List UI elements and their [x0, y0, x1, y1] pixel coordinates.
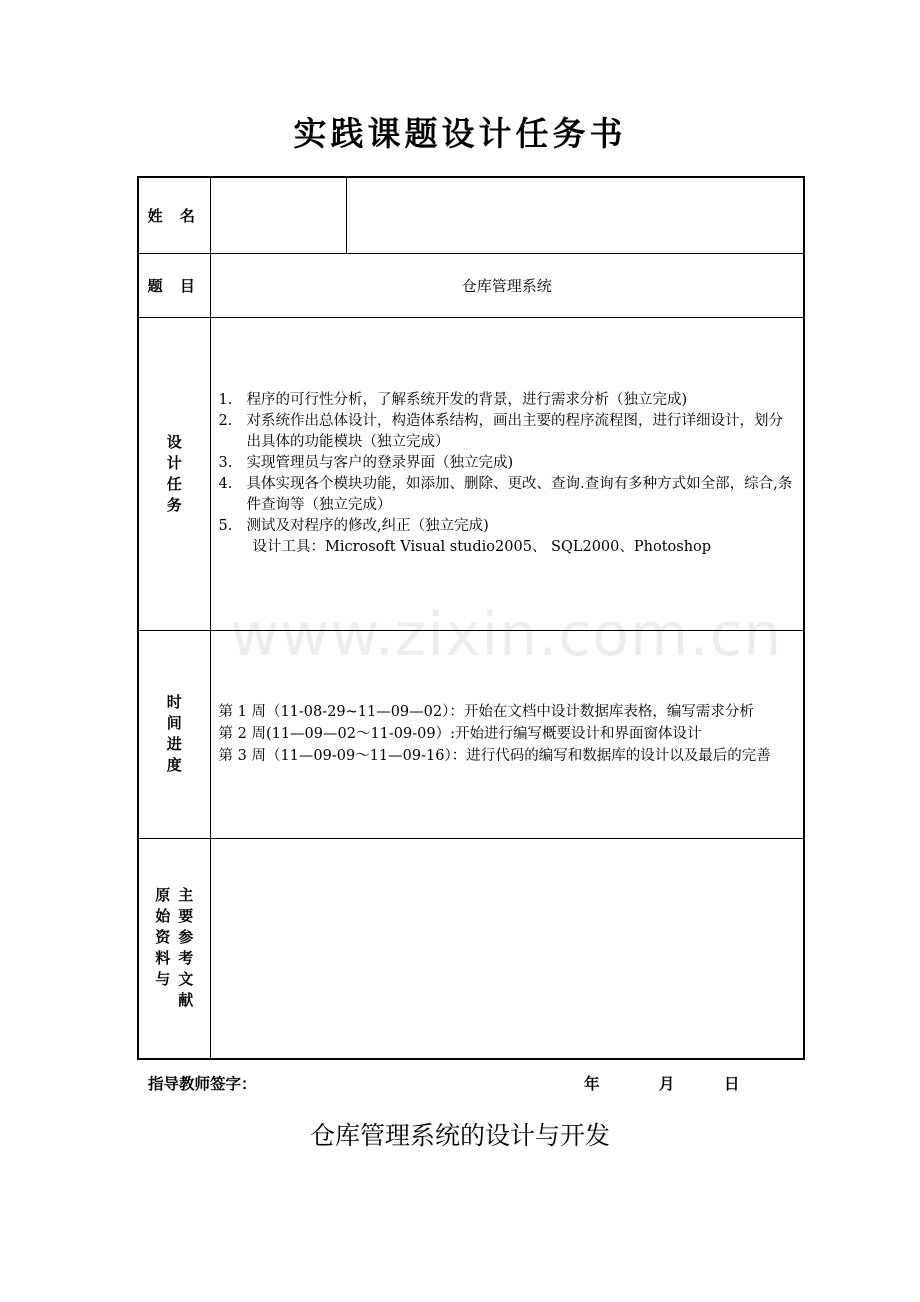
- design-task-label-text: [139, 432, 210, 516]
- design-task-row: [138, 317, 804, 630]
- tools-line: 设计工具：Microsoft Visual studio2005、 SQL2000、Photoshop: [252, 538, 712, 555]
- task-item: [219, 390, 798, 411]
- task-text: 测试及对程序的修改,纠正（独立完成): [246, 517, 489, 534]
- task-item: [219, 411, 798, 453]
- references-label-char: 文: [178, 970, 194, 989]
- task-text: 实现管理员与客户的登录界面（独立完成): [246, 454, 514, 471]
- references-label-char: 参: [178, 928, 194, 947]
- topic-label: 题 目: [138, 253, 210, 317]
- references-label-char: 考: [178, 949, 194, 968]
- design-task-label-char: 设: [166, 432, 182, 451]
- schedule-content: [210, 630, 804, 838]
- name-row: [138, 177, 804, 253]
- design-task-content: [210, 317, 804, 630]
- task-item: [219, 474, 798, 516]
- references-label-char: 主: [178, 886, 194, 905]
- references-row: [138, 838, 804, 1059]
- schedule-label-char: 度: [166, 756, 182, 774]
- schedule-item: 第 1 周（11-08-29~11—09—02）：开始在文档中设计数据库表格，编写需求分析: [218, 704, 754, 720]
- task-number: 1.: [218, 391, 233, 408]
- date-month: 月: [659, 1075, 675, 1093]
- document-title: 仓库管理系统的设计与开发: [309, 1121, 610, 1150]
- topic-value: 仓库管理系统: [210, 253, 804, 317]
- supervisor-signature-label: 指导教师签字：: [148, 1075, 257, 1093]
- schedule-label-char: 间: [166, 714, 182, 732]
- references-label-char: 原: [155, 886, 171, 905]
- name-field[interactable]: [210, 177, 346, 253]
- design-task-label-char: 务: [166, 495, 182, 514]
- references-label: [138, 838, 210, 1059]
- references-field[interactable]: [210, 838, 804, 1059]
- references-label-char: 资: [155, 928, 171, 947]
- design-task-label-char: 任: [166, 474, 182, 493]
- task-number: 4.: [218, 475, 233, 492]
- name-extra-field[interactable]: [346, 177, 804, 253]
- name-label: 姓 名: [138, 177, 210, 253]
- schedule-item: 第 2 周(11—09—02～11-09-09）:开始进行编写概要设计和界面窗体设计: [218, 726, 702, 742]
- signature-row: [148, 1072, 788, 1094]
- design-task-label: [138, 317, 210, 630]
- page-title: 实践课题设计任务书: [293, 114, 627, 153]
- references-label-char: 料: [155, 949, 171, 968]
- task-text: 具体实现各个模块功能，如添加、删除、更改、查询.查询有多种方式如全部，综合,条件查询等（独立完成）: [246, 475, 793, 513]
- task-number: 2.: [218, 412, 233, 429]
- references-label-char: 始: [155, 907, 171, 926]
- schedule-label-text: [139, 692, 210, 776]
- schedule-list: [211, 701, 804, 767]
- task-item: [219, 453, 798, 474]
- task-item: [219, 516, 798, 537]
- references-label-col1: [155, 885, 170, 990]
- watermark: www.zixin.com.cn: [230, 600, 783, 670]
- schedule-label: [138, 630, 210, 838]
- date-day: 日: [724, 1075, 740, 1093]
- task-number: 5.: [218, 517, 233, 534]
- references-label-char: 要: [178, 907, 194, 926]
- schedule-label-char: 进: [166, 735, 182, 753]
- schedule-row: [138, 630, 804, 838]
- task-form-table: [137, 176, 805, 1060]
- references-label-col2: [178, 885, 193, 1011]
- date-year: 年: [584, 1075, 600, 1093]
- task-text: 程序的可行性分析，了解系统开发的背景，进行需求分析（独立完成): [246, 391, 688, 408]
- topic-row: [138, 253, 804, 317]
- schedule-label-char: 时: [166, 693, 182, 711]
- design-task-label-char: 计: [166, 453, 182, 472]
- task-text: 对系统作出总体设计，构造体系结构，画出主要的程序流程图，进行详细设计，划分出具体的功能模块（独立完成）: [246, 412, 783, 450]
- task-list: [211, 390, 804, 537]
- references-label-char: 献: [178, 991, 194, 1010]
- task-number: 3.: [218, 454, 233, 471]
- schedule-item: 第 3 周（11—09-09～11—09-16）：进行代码的编写和数据库的设计以及最后的完善: [218, 748, 771, 764]
- references-label-char: 与: [155, 970, 171, 989]
